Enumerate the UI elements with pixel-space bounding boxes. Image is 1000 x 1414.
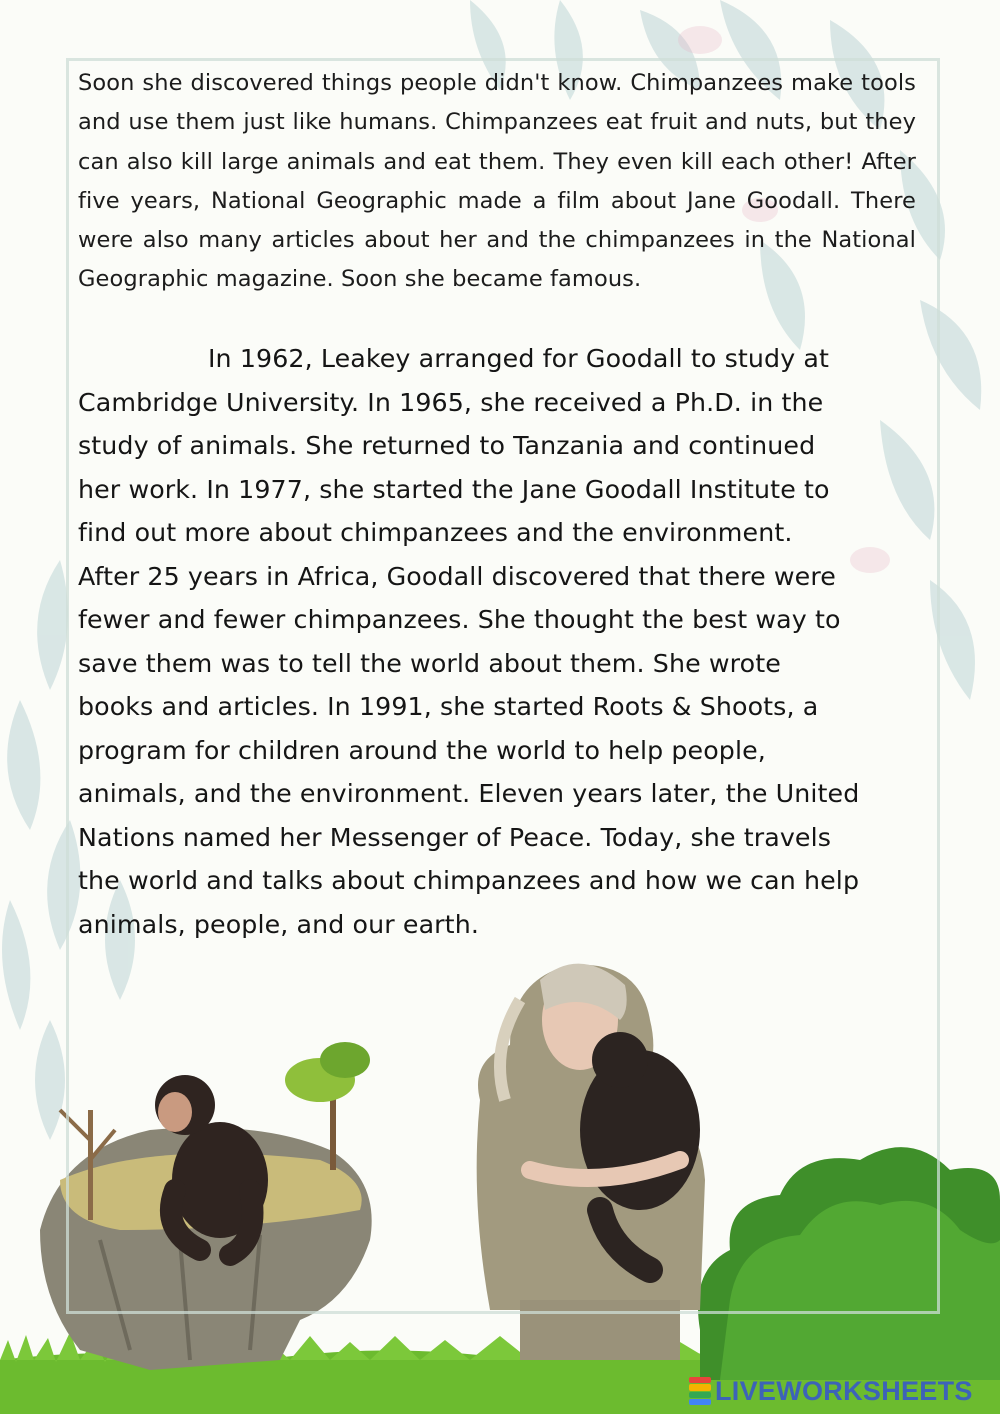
liveworksheets-watermark[interactable] <box>689 1376 973 1406</box>
watermark-text: LIVEWORKSHEETS <box>715 1375 973 1406</box>
text-line: Cambridge University. In 1965, she received a Ph.D. in the <box>78 387 824 417</box>
paragraph-intro: Soon she discovered things people didn't know. Chimpanzees make tools and use them just like humans. Chimpanzees eat fruit and nuts, but they can also kill large animals and eat them. They even kill each other! After five years, National Geographic made a film about Jane Goodall. There were also many articles about her and the chimpanzees in the National Geographic magazine. Soon she became famous. <box>78 70 916 293</box>
text-line: Nations named her Messenger of Peace. Today, she travels <box>78 822 832 852</box>
text-line: her work. In 1977, she started the Jane Goodall Institute to <box>78 474 830 504</box>
liveworksheets-logo-icon <box>689 1377 711 1405</box>
text-line: the world and talks about chimpanzees and how we can help <box>78 866 860 895</box>
text-line: books and articles. In 1991, she started Roots & Shoots, a <box>78 692 819 721</box>
text-line: fewer and fewer chimpanzees. She thought the best way to <box>78 605 841 634</box>
paragraph-main <box>78 337 918 946</box>
text-line <box>78 337 918 381</box>
text-line: study of animals. She returned to Tanzania and continued <box>78 431 816 460</box>
text-line: animals, and the environment. Eleven years later, the United <box>78 779 860 808</box>
text-line: program for children around the world to help people, <box>78 735 766 765</box>
text-line: animals, people, and our earth. <box>78 909 479 939</box>
text-line-content: In 1962, Leakey arranged for Goodall to study at <box>208 344 830 373</box>
text-line: find out more about chimpanzees and the environment. <box>78 518 793 547</box>
text-line: After 25 years in Africa, Goodall discovered that there were <box>78 561 836 591</box>
text-line: save them was to tell the world about them. She wrote <box>78 648 781 678</box>
